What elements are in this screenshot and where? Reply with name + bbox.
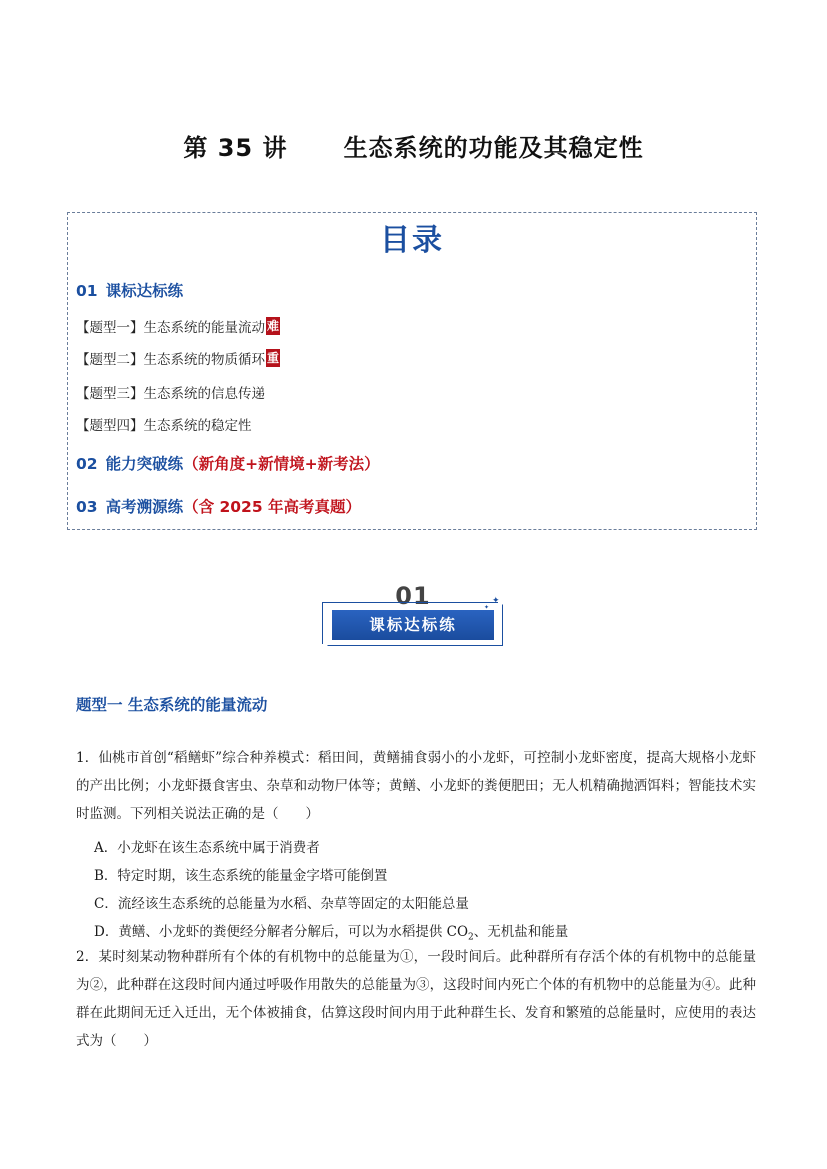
toc-item-label: 【题型一】生态系统的能量流动 (76, 320, 265, 336)
toc-section-3[interactable] (76, 495, 361, 517)
banner-number: 01 (395, 582, 431, 610)
toc-item-type-2[interactable] (76, 348, 280, 368)
option-d-subscript: 2 (468, 932, 474, 943)
toc-item-type-1[interactable] (76, 316, 280, 336)
section-banner (322, 582, 504, 648)
question-1-option-c[interactable]: C．流经该生态系统的总能量为水稻、杂草等固定的太阳能总量 (94, 896, 469, 912)
table-of-contents (67, 212, 757, 530)
sparkle-icon: ✦ (492, 596, 500, 606)
banner-label: 课标达标练 (332, 610, 494, 640)
question-type-heading: 题型一 生态系统的能量流动 (76, 696, 268, 714)
toc-item-label: 【题型二】生态系统的物质循环 (76, 352, 265, 368)
option-d-text-end: 、无机盐和能量 (473, 924, 569, 940)
question-1-option-b[interactable]: B．特定时期，该生态系统的能量金字塔可能倒置 (94, 868, 388, 884)
option-d-text: D．黄鳝、小龙虾的粪便经分解者分解后，可以为水稻提供 CO (94, 924, 469, 940)
question-2-stem: 2．某时刻某动物种群所有个体的有机物中的总能量为①，一段时间后。此种群所有存活个体的有机物中的总能量为②，此种群在这段时间内通过呼吸作用散失的总能量为③，这段时间内死亡个体的有机物中的总能量为④。此种群在此期间无迁入迁出，无个体被捕食，估算这段时间内用于此种群生长、发育和繁殖的总能量时，应使用的表达式为（ ） (76, 949, 756, 1049)
difficulty-badge: 难 (267, 319, 280, 333)
toc-section-1[interactable] (76, 279, 183, 301)
toc-item-label: 【题型三】生态系统的信息传递 (76, 386, 265, 402)
toc-heading: 目录 (380, 223, 444, 258)
toc-section-2-number: 02 (76, 455, 98, 473)
question-1-option-a[interactable]: A．小龙虾在该生态系统中属于消费者 (94, 840, 320, 856)
question-1-option-d[interactable] (94, 920, 568, 943)
toc-section-1-label: 课标达标练 (105, 282, 184, 300)
toc-section-1-number: 01 (76, 282, 98, 300)
toc-section-2-label: 能力突破练 (105, 455, 184, 473)
toc-section-3-number: 03 (76, 498, 98, 516)
toc-item-label: 【题型四】生态系统的稳定性 (76, 418, 252, 434)
question-1-stem: 1．仙桃市首创“稻鳝虾”综合种养模式：稻田间，黄鳝捕食弱小的小龙虾，可控制小龙虾密度，提高大规格小龙虾的产出比例；小龙虾摄食害虫、杂草和动物尸体等；黄鳝、小龙虾的粪便肥田；无人机精确抛洒饵料；智能技术实时监测。下列相关说法正确的是（ ） (76, 750, 756, 822)
toc-item-type-4[interactable] (76, 414, 252, 434)
toc-item-type-3[interactable] (76, 382, 265, 402)
toc-section-2[interactable] (76, 452, 380, 474)
toc-section-3-note: （含 2025 年高考真题） (183, 498, 362, 516)
toc-section-2-note: （新角度+新情境+新考法） (183, 455, 380, 473)
sparkle-icon: ✦ (484, 604, 490, 611)
importance-badge: 重 (267, 351, 280, 365)
page-title: 第 35 讲 生态系统的功能及其稳定性 (183, 134, 644, 162)
toc-section-3-label: 高考溯源练 (105, 498, 184, 516)
